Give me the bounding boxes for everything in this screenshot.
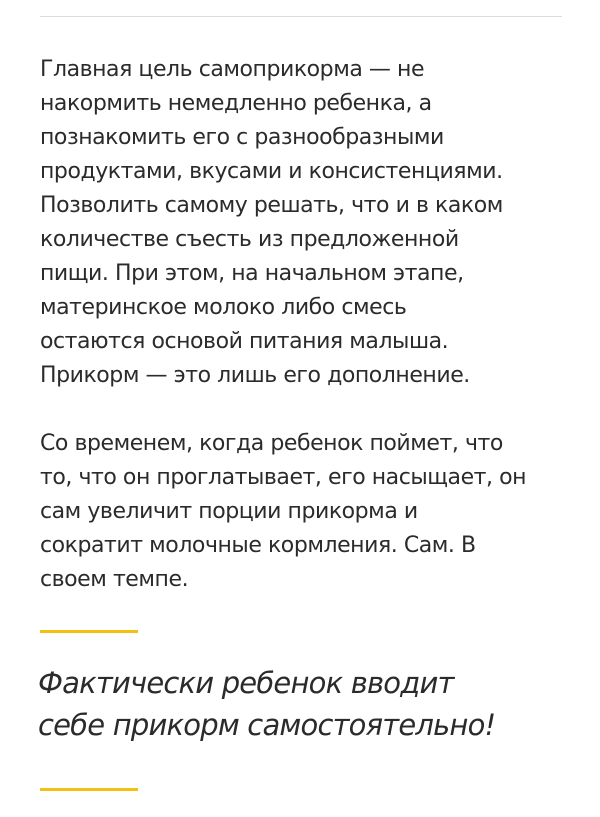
quote-accent-bar-bottom — [40, 788, 138, 791]
paragraph-line: пищи. При этом, на начальном этапе, — [40, 261, 464, 286]
paragraph-line: познакомить его с разнообразными — [40, 125, 444, 150]
paragraph-line: Позволить самому решать, что и в каком — [40, 193, 503, 218]
paragraph-line: Прикорм — это лишь его дополнение. — [40, 363, 470, 388]
paragraph-line: то, что он проглатывает, его насыщает, он — [40, 465, 527, 490]
paragraph-line: накормить немедленно ребенка, а — [40, 91, 432, 116]
paragraph-line: остаются основой питания малыша. — [40, 329, 449, 354]
pull-quote-line: себе прикорм самостоятельно! — [38, 708, 496, 742]
pull-quote-line: Фактически ребенок вводит — [38, 666, 454, 700]
paragraph-line: материнское молоко либо смесь — [40, 295, 407, 320]
top-divider — [40, 16, 562, 17]
paragraph-line: количестве съесть из предложенной — [40, 227, 459, 252]
quote-accent-bar-top — [40, 630, 138, 633]
paragraph-intro — [40, 53, 565, 393]
paragraph-line: сам увеличит порции прикорма и — [40, 499, 418, 524]
paragraph-line: своем темпе. — [40, 567, 189, 592]
paragraph-line: Главная цель самоприкорма — не — [40, 57, 425, 82]
paragraph-line: Со временем, когда ребенок поймет, что — [40, 431, 503, 456]
paragraph-followup — [40, 427, 565, 597]
pull-quote — [38, 662, 578, 746]
paragraph-line: сократит молочные кормления. Сам. В — [40, 533, 476, 558]
paragraph-line: продуктами, вкусами и консистенциями. — [40, 159, 503, 184]
